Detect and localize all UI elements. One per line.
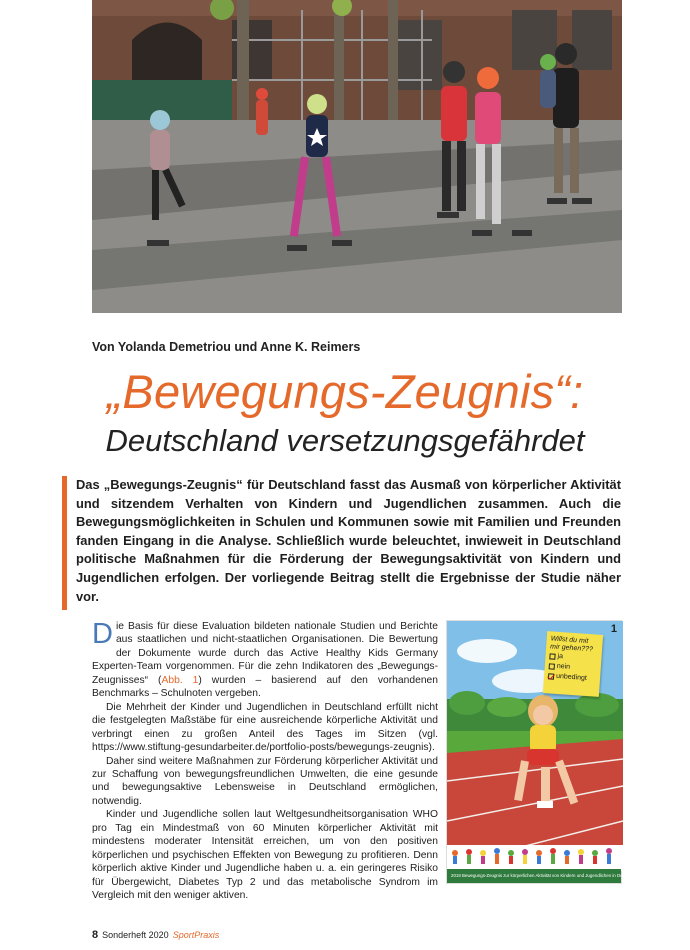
- sticky-option-nein: nein: [548, 661, 597, 674]
- lead-accent-bar: [62, 476, 67, 610]
- page-number: 8: [92, 929, 99, 941]
- body-paragraph-4: Kinder und Jugendliche sollen laut Weltgesundheitsorganisation WHO pro Tag ein Mindestmaß von 60 Minuten körperlicher Aktivität mit mindestens moderater Intensität erreichen, um von den positiven körperlichen und psychischen Effekten von Bewegung zu profitieren. Denn körperlich aktive Kinder und Jugendliche haben u. a. ein geringeres Risiko für Übergewicht, Diabetes Typ 2 und das metabolische Syndrom im Vergleich mit den weniger aktiven.: [92, 809, 438, 902]
- checkbox-icon: [549, 653, 555, 659]
- body-paragraph-3: Daher sind weitere Maßnahmen zur Förderung körperlicher Aktivität und zur Schaffung von bewegungsfreundlichen Umwelten, die eine gesunde und bewegungsaktive Lebensweise in Deutschland ermöglichen, notwendig.: [92, 755, 438, 807]
- magazine-name: SportPraxis: [172, 930, 220, 940]
- hero-photo: [92, 0, 622, 313]
- article-title: „Bewegungs-Zeugnis“:: [106, 365, 584, 418]
- body-paragraph-2: Die Mehrheit der Kinder und Jugendlichen in Deutschland erfüllt nicht die festgelegten Maßstäbe für eine ausreichende körperliche Aktivität und verbringt einen zu großen Anteil des Tages im Sitzen (vgl. https://www.stiftung-gesundarbeiter.de/portfolio-posts/bewegungs-zeugnis).: [92, 701, 438, 754]
- drop-cap: D: [92, 618, 113, 650]
- figure-caption: 2018 Bewegungs-Zeugnis zur körperlichen Aktivität von Kindern und Jugendlichen in Deutschland: [447, 869, 621, 883]
- sticky-note-question: Willst du mit mir gehen???: [549, 635, 594, 654]
- page-footer: [92, 929, 219, 941]
- body-paragraph-1-text-a: ie Basis für diese Evaluation bildeten nationale Studien und Berichte aus staatlichen und nicht-staatlichen Organisationen. Die Bewertung der Dokumente wurde durch das Active Healthy Kids Germany Experten-Team vorgenommen. Für die zehn Indikatoren des „Bewegungs-Zeugnisses“ (: [92, 621, 438, 686]
- article-byline: Von Yolanda Demetriou und Anne K. Reimers: [92, 340, 361, 354]
- issue-label: Sonderheft 2020: [102, 930, 169, 940]
- article-subtitle: Deutschland versetzungsgefährdet: [105, 423, 585, 458]
- figure-number: 1: [610, 623, 617, 635]
- article-body: [92, 620, 438, 903]
- checkbox-icon: [549, 663, 555, 669]
- sticky-note: [543, 631, 603, 697]
- sticky-option-unbedingt: unbedingt: [548, 671, 597, 684]
- sticky-option-ja: ja: [549, 651, 598, 664]
- figure-1: [446, 620, 642, 884]
- figure-reference-link[interactable]: Abb. 1: [161, 674, 199, 686]
- kids-inline-skating-image: [92, 0, 622, 313]
- checked-checkbox-icon: [548, 673, 554, 679]
- body-paragraph-1-text-b: ) wurden – basierend auf den vorhandenen Benchmarks – Schulnoten vergeben.: [92, 674, 438, 700]
- body-paragraph-1: [92, 620, 438, 701]
- article-lead: Das „Bewegungs-Zeugnis“ für Deutschland fasst das Ausmaß von körperlicher Aktivität und sitzendem Verhalten von Kindern und Jugendlichen zusammen. Auch die Bewegungsmöglichkeiten in Schulen und Kommunen sowie mit Familien und Freunden fanden Eingang in die Analyse. Schließlich wurde beleuchtet, inwieweit in Deutschland politische Maßnahmen für die Förderung der Bewegungsaktivität von Kindern und Jugendlichen erfolgen. Der vorliegende Beitrag stellt die Ergebnisse der Studie näher vor.: [76, 477, 621, 604]
